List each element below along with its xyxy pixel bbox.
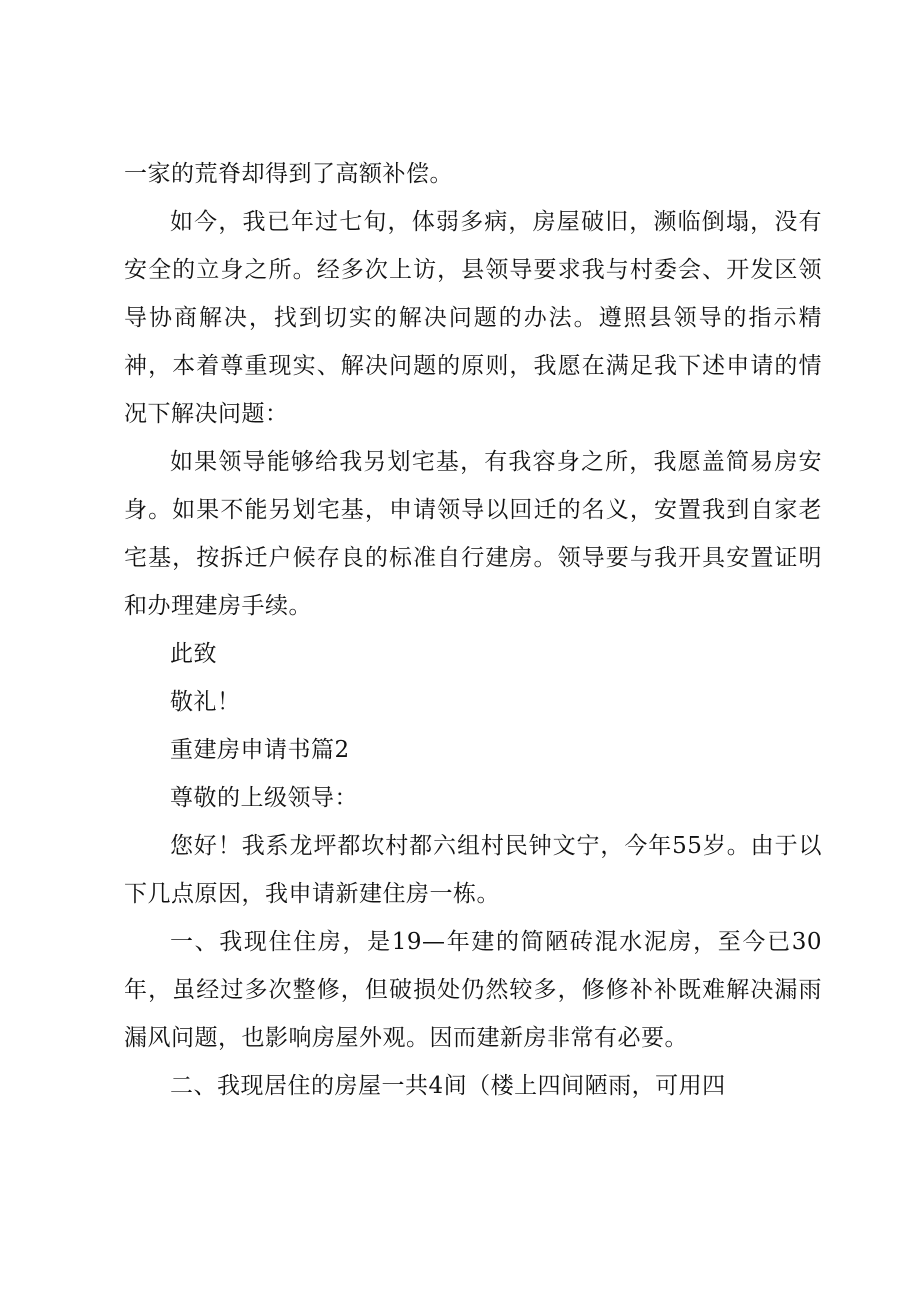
closing-salutation: 此致 [170,641,217,667]
closing-regards: 敬礼！ [170,689,241,715]
paragraph-current-situation: 如今，我已年过七旬，体弱多病，房屋破旧，濒临倒塌，没有安全的立身之所。经多次上访，县领导要求我与村委会、开发区领导协商解决，找到切实的解决问题的办法。遵照县领导的指示精神，本着尊重现实、解决问题的原则，我愿在满足我下述申请的情况下解决问题： [124,209,822,427]
paragraph-reason-one: 一、我现住住房，是19—年建的简陋砖混水泥房，至今已30年，虽经过多次整修，但破损处仍然较多，修修补补既难解决漏雨漏风问题，也影响房屋外观。因而建新房非常有必要。 [124,929,822,1051]
section-title: 重建房申请书篇2 [170,737,350,763]
document-body [124,150,822,1110]
paragraph-continuation: 一家的荒脊却得到了高额补偿。 [124,161,453,187]
paragraph-introduction: 您好！我系龙坪都坎村都六组村民钟文宁，今年55岁。由于以下几点原因，我申请新建住房一栋。 [124,833,822,907]
paragraph-request: 如果领导能够给我另划宅基，有我容身之所，我愿盖简易房安身。如果不能另划宅基，申请领导以回迁的名义，安置我到自家老宅基，按拆迁户候存良的标准自行建房。领导要与我开具安置证明和办理建房手续。 [124,449,822,619]
letter-greeting: 尊敬的上级领导： [170,785,358,811]
paragraph-reason-two: 二、我现居住的房屋一共4间（楼上四间陋雨，可用四 [170,1073,726,1099]
